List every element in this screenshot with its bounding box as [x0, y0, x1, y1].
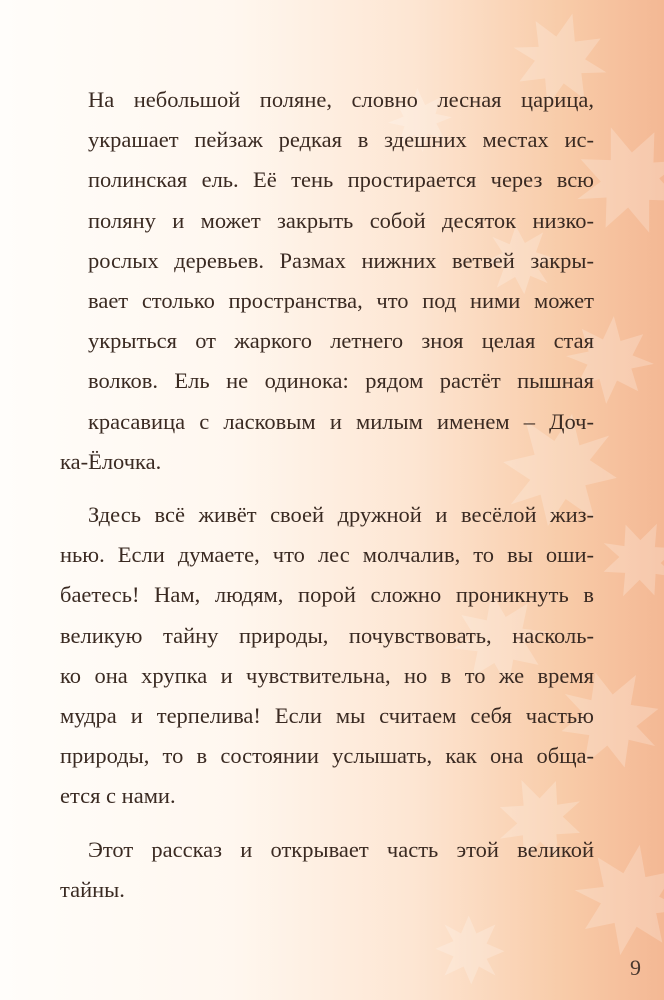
- text-line: красавица с ласковым и милым именем – Доч-: [88, 408, 594, 434]
- text-line: баетесь! Нам, людям, порой сложно проникнуть в: [60, 582, 594, 608]
- text-line: укрыться от жаркого летнего зноя целая стая: [88, 328, 594, 354]
- text-line: украшает пейзаж редкая в здешних местах ис-: [88, 127, 594, 153]
- text-line: тайны.: [60, 876, 125, 902]
- page-body: [60, 80, 594, 923]
- text-line: ется с нами.: [60, 783, 176, 809]
- text-line: поляну и может закрыть собой десяток низко-: [88, 207, 594, 233]
- paragraph-1: [60, 80, 594, 482]
- text-line: волков. Ель не одинока: рядом растёт пышная: [88, 368, 594, 394]
- text-line: полинская ель. Её тень простирается через всю: [88, 167, 594, 193]
- text-line: Этот рассказ и открывает часть этой великой: [88, 836, 594, 862]
- text-line: ко она хрупка и чувствительна, но в то же время: [60, 662, 594, 688]
- paragraph-2: [60, 495, 594, 817]
- text-line: вает столько пространства, что под ними может: [88, 288, 594, 314]
- text-line: рослых деревьев. Размах нижних ветвей закры-: [88, 247, 594, 273]
- text-line: Здесь всё живёт своей дружной и весёлой жиз-: [88, 502, 594, 528]
- text-line: нью. Если думаете, что лес молчалив, то вы оши-: [60, 542, 594, 568]
- paragraph-3: [60, 830, 594, 910]
- text-line: На небольшой поляне, словно лесная царица,: [88, 87, 594, 112]
- text-line: ка-Ёлочка.: [60, 448, 162, 474]
- text-line: великую тайну природы, почувствовать, насколь-: [60, 622, 594, 648]
- text-line: мудра и терпелива! Если мы считаем себя частью: [60, 703, 594, 729]
- text-line: природы, то в состоянии услышать, как она обща-: [60, 743, 594, 769]
- page-number: 9: [630, 955, 641, 980]
